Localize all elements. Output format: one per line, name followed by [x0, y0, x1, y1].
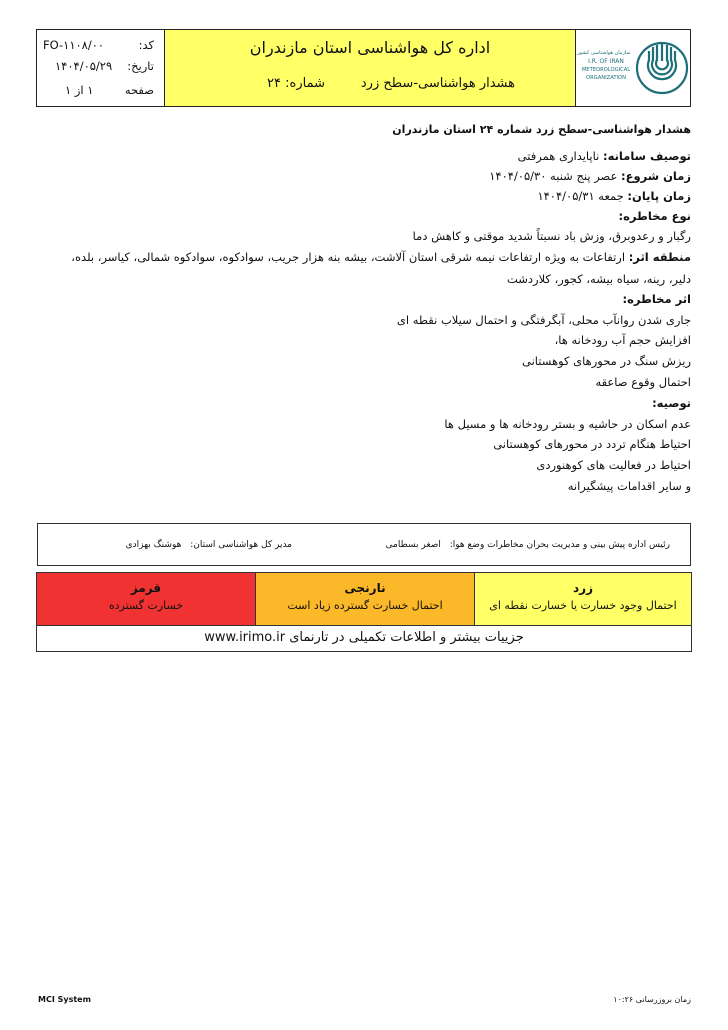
website-note: جزییات بیشتر و اطلاعات تکمیلی در تارنمای www.irimo.ir: [37, 625, 691, 652]
date-row: [43, 59, 154, 75]
footer-system: MCI System: [38, 995, 91, 1004]
area-value: ارتفاعات به ویژه ارتفاعات نیمه شرقی استان آلاشت، بیشه بنه هزار جریب، سوادکوه، سوادکوه شمالی، کیاسر، بلده، دلیر، رینه، سیاه بیشه، کجور، کلاردشت: [71, 250, 691, 286]
legend-red-title: قرمز: [130, 581, 162, 595]
advice-item: احتیاط هنگام تردد در محورهای کوهستانی: [493, 437, 691, 451]
legend-yellow-desc: احتمال وجود خسارت یا خسارت نقطه ای: [489, 599, 677, 612]
system-line: [518, 149, 691, 163]
code-row: [43, 38, 154, 54]
advice-item: و سایر اقدامات پیشگیرانه: [567, 479, 691, 493]
impact-area: [48, 246, 691, 290]
page-title: اداره کل هواشناسی استان مازندران: [249, 38, 491, 57]
legend-red-desc: خسارت گسترده: [108, 599, 184, 612]
page-value: ۱ از ۱: [65, 83, 94, 97]
page-label: صفحه: [124, 83, 154, 97]
meteorological-organization-logo-icon: [576, 30, 690, 106]
impact-item: احتمال وقوع صاعقه: [595, 375, 691, 389]
header-title-box: [165, 30, 576, 106]
impact-item: جاری شدن روانآب محلی، آبگرفتگی و احتمال سیلاب نقطه ای: [396, 313, 691, 327]
end-label: زمان پایان:: [627, 189, 691, 203]
end-value: جمعه ۱۴۰۴/۰۵/۳۱: [537, 189, 624, 203]
end-time-line: [537, 189, 691, 203]
organization-logo: [576, 30, 690, 106]
director-signature: [126, 540, 292, 550]
warning-level-title: هشدار هواشناسی-سطح زرد: [360, 76, 515, 91]
warning-number: شماره: ۲۴: [267, 76, 325, 91]
hazard-type-label: نوع مخاطره:: [618, 209, 691, 223]
advice-item: احتیاط در فعالیت های کوهنوردی: [536, 458, 691, 472]
logo-text-en2: METEOROLOGICAL: [581, 67, 631, 73]
document-header: [36, 29, 691, 107]
signature-name: اصغر بسطامی: [385, 540, 441, 550]
start-time-line: [489, 169, 691, 183]
system-value: ناپایداری همرفتی: [517, 149, 600, 163]
date-label: تاریخ:: [127, 59, 154, 73]
system-label: توصیف سامانه:: [603, 149, 691, 163]
forecast-head-signature: [386, 540, 670, 550]
document-meta: [37, 30, 165, 106]
impact-label: اثر مخاطره:: [622, 292, 691, 306]
legend-red: [37, 573, 256, 625]
hazard-type-value: رگبار و رعدوبرق، وزش باد نسبتاً شدید موقتی و کاهش دما: [412, 229, 691, 243]
legend-orange-desc: احتمال خسارت گسترده زیاد است: [287, 599, 443, 612]
legend-yellow: [475, 573, 691, 625]
logo-text-fa: سازمان هواشناسی کشور: [577, 50, 631, 56]
area-label: منطقه اثر:: [628, 250, 691, 264]
start-value: عصر پنج شنبه ۱۴۰۴/۰۵/۳۰: [489, 169, 618, 183]
date-value: ۱۴۰۴/۰۵/۲۹: [55, 59, 113, 73]
start-label: زمان شروع:: [621, 169, 691, 183]
signature-label: مدیر کل هواشناسی استان:: [190, 540, 292, 550]
signature-box: [37, 523, 691, 566]
code-value: FO-۱۱۰۸/۰۰: [43, 38, 105, 52]
legend-yellow-title: زرد: [573, 581, 593, 595]
logo-text-en3: ORGANIZATION: [585, 75, 627, 81]
legend-orange: [256, 573, 475, 625]
footer-update-time: زمان بروزرسانی ۱۰:۲۶: [613, 995, 691, 1004]
advice-label: توصیه:: [652, 396, 691, 410]
advice-item: عدم اسکان در حاشیه و بستر رودخانه ها و مسیل ها: [444, 417, 691, 431]
logo-text-en1: I.R. OF IRAN: [588, 58, 624, 65]
code-label: کد:: [138, 38, 154, 52]
impact-item: افزایش حجم آب رودخانه ها،: [554, 333, 691, 347]
signature-label: رئیس اداره پیش بینی و مدیریت بحران مخاطرات وضع هوا:: [449, 540, 670, 550]
document-heading: هشدار هواشناسی-سطح زرد شماره ۲۴ استان مازندران: [392, 123, 691, 136]
legend-orange-title: نارنجی: [344, 581, 386, 595]
signature-name: هوشنگ بهزادی: [125, 540, 182, 550]
impact-item: ریزش سنگ در محورهای کوهستانی: [522, 354, 691, 368]
page-row: [43, 83, 154, 99]
warning-level-legend: [36, 572, 692, 652]
